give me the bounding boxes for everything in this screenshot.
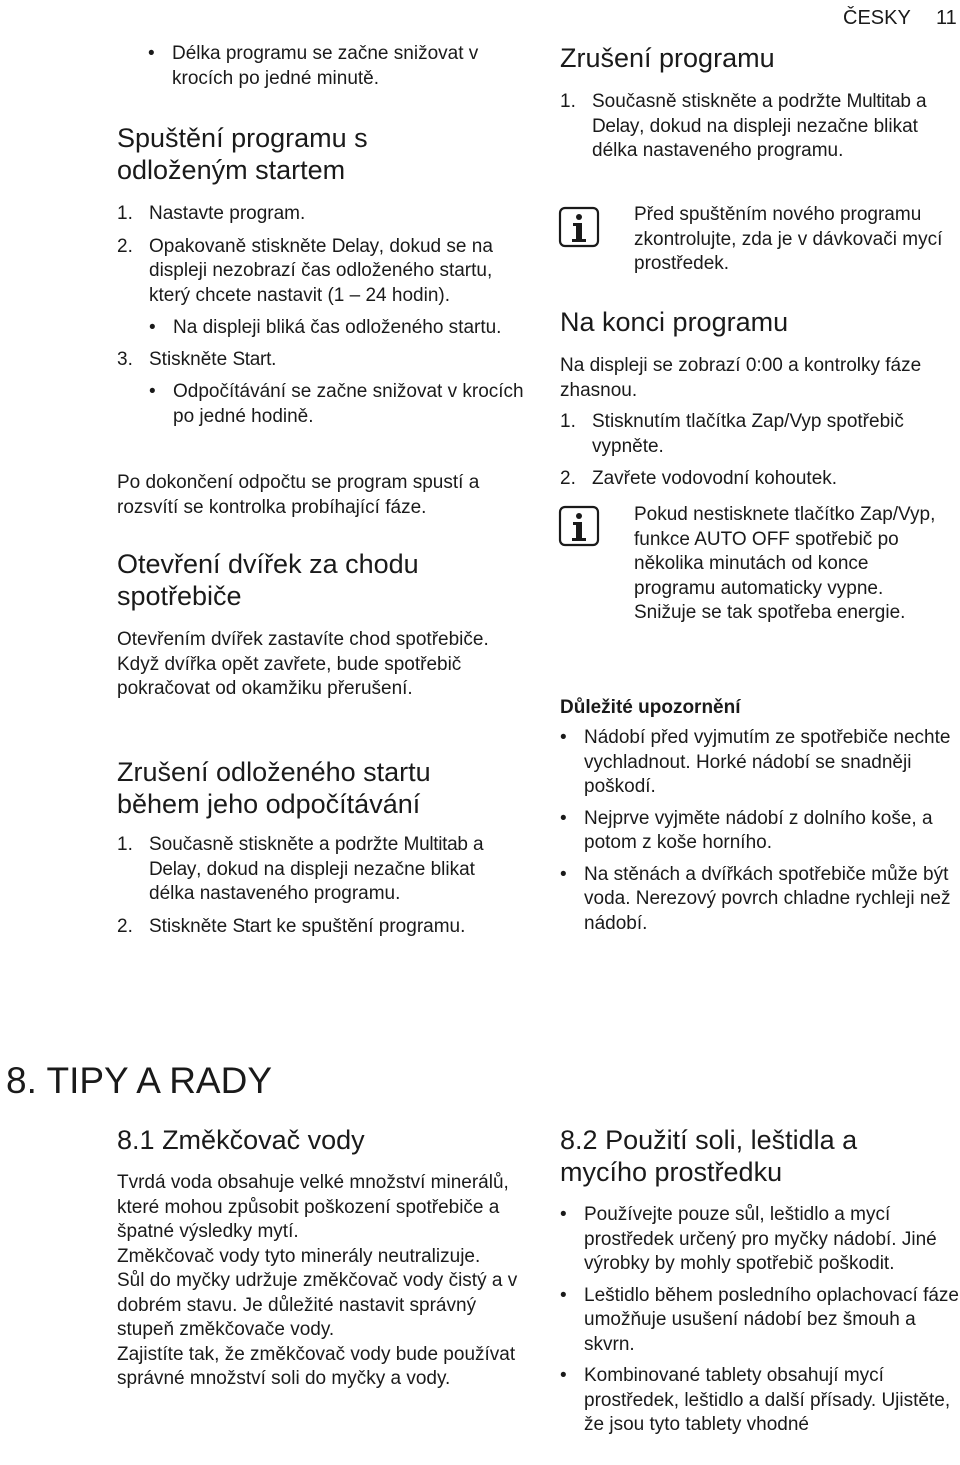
delayed-start-steps — [117, 202, 537, 437]
end-program-steps — [560, 410, 960, 500]
section-8-2-list — [560, 1203, 960, 1445]
step-item: 1. Současně stiskněte a podržte Multitab a Delay, dokud na displeji nezačne blikat délka nastaveného programu. — [560, 91, 927, 161]
language-label: ČESKY — [843, 7, 911, 29]
step-item: 3. Stiskněte Start. • Odpočítávání se začne snižovat v krocích po jedné hodině. — [117, 348, 537, 430]
list-item: • Nádobí před vyjmutím ze spotřebiče nechte vychladnout. Horké nádobí se snadněji poškodí. — [560, 726, 960, 800]
chapter-name: TIPY A RADY — [46, 1060, 273, 1101]
list-item: • Leštidlo během posledního oplachovací fáze umožňuje usušení nádobí bez šmouh a skvrn. — [560, 1284, 960, 1358]
section-8-1-body — [117, 1171, 525, 1392]
chapter-title — [6, 1060, 272, 1102]
info-icon — [558, 505, 600, 547]
cancel-delay-title: Zrušení odloženého startu během jeho odpočítávání — [117, 757, 431, 819]
cancel-delay-steps — [117, 833, 517, 947]
section-8-1-title: 8.1 Změkčovač vody — [117, 1125, 365, 1155]
delayed-start-title: Spuštění programu s odloženým startem — [117, 123, 368, 185]
list-item: • Odpočítávání se začne snižovat v krocích po jedné hodině. — [149, 380, 537, 429]
list-item: • Kombinované tablety obsahují mycí prostředek, leštidlo a další přísady. Ujistěte, že jsou tyto tablety vhodné — [560, 1364, 960, 1438]
step-item: 1. Současně stiskněte a podržte Multitab a Delay, dokud na displeji nezačne blikat délka nastaveného programu. — [117, 834, 484, 904]
paragraph: Změkčovač vody tyto minerály neutralizuje. — [117, 1245, 481, 1267]
note-text — [634, 503, 954, 626]
chapter-number: 8. — [6, 1060, 37, 1101]
note-line: Snižuje se tak spotřeba energie. — [634, 602, 906, 623]
left-column — [148, 42, 528, 98]
list-item: • Na stěnách a dvířkách spotřebiče může být voda. Nerezový povrch chladne rychleji než nádobí. — [560, 863, 960, 937]
step-item: 1. Nastavte program. — [117, 203, 306, 224]
note-line: Pokud nestisknete tlačítko Zap/Vyp, funkce AUTO OFF spotřebič po několika minutách od konce programu automaticky vypne. — [634, 504, 936, 599]
list-item: • Na displeji bliká čas odloženého startu. — [149, 316, 537, 341]
door-text: Otevřením dvířek zastavíte chod spotřebiče. Když dvířka opět zavřete, bude spotřebič pokračovat od okamžiku přerušení. — [117, 629, 489, 699]
paragraph: Zajistíte tak, že změkčovač vody bude používat správné množství soli do myčky a vody. — [117, 1343, 516, 1389]
important-list — [560, 726, 960, 943]
info-icon — [558, 206, 600, 248]
list-item: • Nejprve vyjměte nádobí z dolního koše, a potom z koše horního. — [560, 807, 960, 856]
step-item: 2. Opakovaně stiskněte Delay, dokud se na displeji nezobrazí čas odloženého startu, který chcete nastavit (1 – 24 hodin). • Na displeji bliká čas odloženého startu. — [117, 235, 537, 341]
note-text: Před spuštěním nového programu zkontrolujte, zda je v dávkovači mycí prostředek. — [634, 204, 943, 274]
step-item: 2. Zavřete vodovodní kohoutek. — [560, 468, 838, 489]
step-item: 2. Stiskněte Start ke spuštění programu. — [117, 915, 466, 937]
cancel-program-title: Zrušení programu — [560, 43, 775, 73]
page-number: 11 — [936, 7, 957, 29]
important-title: Důležité upozornění — [560, 697, 741, 718]
list-item: • Používejte pouze sůl, leštidlo a mycí prostředek určený pro myčky nádobí. Jiné výrobky by mohly spotřebič poškodit. — [560, 1203, 960, 1277]
section-8-2-title: 8.2 Použití soli, leštidla a mycího prostředku — [560, 1125, 858, 1187]
paragraph: Tvrdá voda obsahuje velké množství minerálů, které mohou způsobit poškození spotřebiče a špatné výsledky mytí. — [117, 1172, 509, 1242]
end-program-intro: Na displeji se zobrazí 0:00 a kontrolky fáze zhasnou. — [560, 355, 922, 401]
step-item: 1. Stisknutím tlačítka Zap/Vyp spotřebič vypněte. — [560, 411, 904, 457]
end-program-title: Na konci programu — [560, 307, 789, 337]
delayed-start-after: Po dokončení odpočtu se program spustí a rozsvítí se kontrolka probíhající fáze. — [117, 472, 480, 518]
door-title: Otevření dvířek za chodu spotřebiče — [117, 549, 419, 611]
top-bullet-list — [148, 42, 528, 91]
list-item: • Délka programu se začne snižovat v krocích po jedné minutě. — [148, 42, 528, 91]
paragraph: Sůl do myčky udržuje změkčovač vody čistý a v dobrém stavu. Je důležité nastavit správný stupeň změkčovače vody. — [117, 1270, 518, 1340]
cancel-program-steps — [560, 90, 960, 172]
